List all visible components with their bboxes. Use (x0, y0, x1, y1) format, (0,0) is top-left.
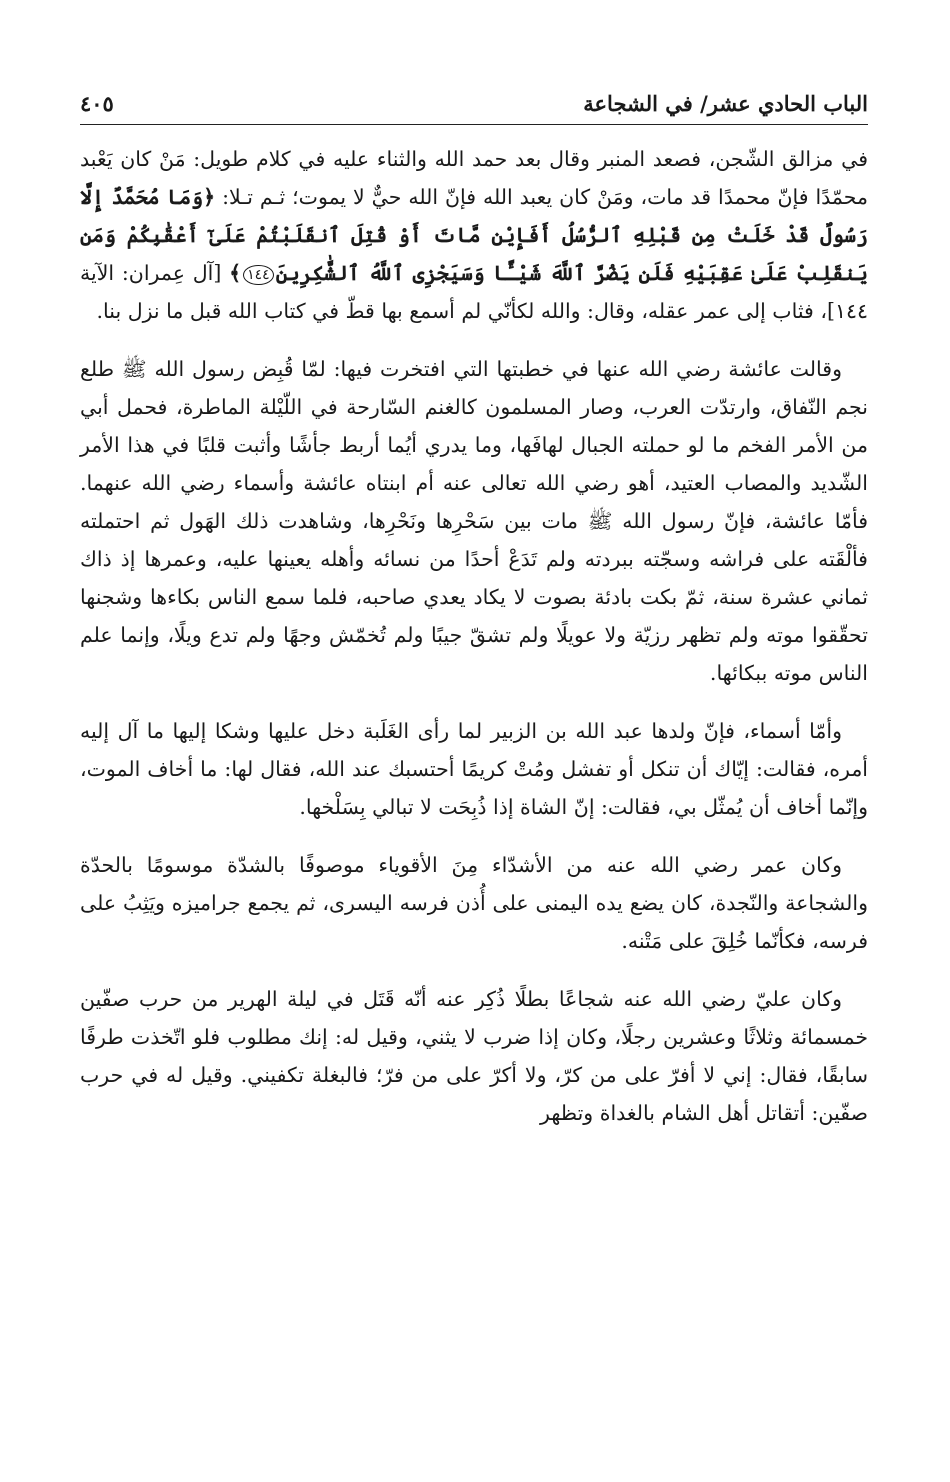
quran-verse: ﴿وَمَا مُحَمَّدٌ إِلَّا رَسُولٌ قَدْ خَلَتْ مِن قَبْلِهِ ٱلرُّسُلُ أَفَإِيْن مَّاتَ أَوْ قُتِلَ ٱنقَلَبْتُمْ عَلَىٰٓ أَعْقَٰبِكُمْ وَمَن يَنقَلِبْ عَلَىٰ عَقِبَيْهِ فَلَن يَضُرَّ ٱللَّهَ شَيْـًٔا وَسَيَجْزِى ٱللَّهُ ٱلشَّٰكِرِينَ (80, 185, 868, 285)
paragraph-abu-bakr-sermon (80, 140, 868, 330)
paragraph-text: في مزالق الشّجن، فصعد المنبر وقال بعد حمد الله والثناء عليه في كلام طويل: مَنْ كان يَعْبد محمّدًا فإنّ محمدًا قد مات، ومَنْ كان يعبد الله فإنّ الله حيٌّ لا يموت؛ ثـم تـلا: (80, 147, 868, 209)
quran-close-bracket: ﴾ (229, 261, 242, 285)
verse-number-marker: ١٤٤ (243, 265, 274, 285)
body-text (80, 140, 868, 1132)
paragraph-aisha-speech: وقالت عائشة رضي الله عنها في خطبتها التي افتخرت فيها: لمّا قُبِض رسول الله ﷺ طلع نجم النّفاق، وارتدّت العرب، وصار المسلمون كالغنم السّارحة في اللّيْلة الماطرة، فحمل أبي من الأمر الفخم ما لو حملته الجبال لهافَها، وما يدري أيُما أربط جأشًا وأثبت قلبًا في هذا الأمر الشّديد والمصاب العتيد، أهو رضي الله تعالى عنه أم ابنتاه عائشة وأسماء رضي الله عنهما. فأمّا عائشة، فإنّ رسول الله ﷺ مات بين سَحْرِها ونَحْرِها، وشاهدت ذلك الهَول ثم احتملته فألْقَته على فراشه وسجّته ببردته ولم تَدَعْ أحدًا من نسائه وأهله يعينها عليه، وعمرها إذ ذاك ثماني عشرة سنة، ثمّ بكت بادئة بصوت لا يكاد يعدي صاحبه، فلما سمع الناس بكاءها وشجنها تحقّقوا موته ولم تظهر رزيّة ولا عويلًا ولم تشقّ جيبًا ولم تُخمّش وجهًا ولم تدع ويلًا، وإنما علم الناس موته ببكائها. (80, 357, 868, 685)
header-divider (80, 124, 868, 125)
paragraph-asma: وأمّا أسماء، فإنّ ولدها عبد الله بن الزبير لما رأى الغَلَبة دخل عليها وشكا إليها ما آل إليه أمره، فقالت: إيّاك أن تنكل أو تفشل ومُتْ كريمًا أحتسبك عند الله، فقال لها: ما أخاف الموت، وإنّما أخاف أن يُمثّل بي، فقالت: إنّ الشاة إذا ذُبِحَت لا تبالي بِسَلْخها. (80, 719, 868, 819)
paragraph-text: [آل عِمران: الآية ١٤٤]، فثاب إلى عمر عقله، وقال: والله لكأنّي لم أسمع بها قطّ في كتاب الله قبل ما نزل بنا. (80, 261, 868, 323)
paragraph-umar: وكان عمر رضي الله عنه من الأشدّاء مِنَ الأقوياء موصوفًا بالشدّة موسومًا بالحدّة والشجاعة والنّجدة، كان يضع يده اليمنى على أُذن فرسه اليسرى، ثم يجمع جراميزه ويَثِبُ على فرسه، فكأنّما خُلِقَ على مَتْنه. (80, 853, 868, 953)
chapter-title: الباب الحادي عشر/ في الشجاعة (583, 90, 868, 116)
page-number: ٤٠٥ (80, 90, 114, 116)
paragraph-ali: وكان عليّ رضي الله عنه شجاعًا بطلًا ذُكِر عنه أنّه قَتَل في ليلة الهرير من حرب صفّين خمسمائة وثلاثًا وعشرين رجلًا، وكان إذا ضرب لا يثني، وقيل له: إنك مطلوب فلو اتّخذت طرفًا سابقًا، فقال: إني لا أفرّ على من كرّ، ولا أكرّ على من فرّ؛ فالبغلة تكفيني. وقيل له في حرب صفّين: أتقاتل أهل الشام بالغداة وتظهر (80, 987, 868, 1125)
running-header (80, 86, 868, 120)
